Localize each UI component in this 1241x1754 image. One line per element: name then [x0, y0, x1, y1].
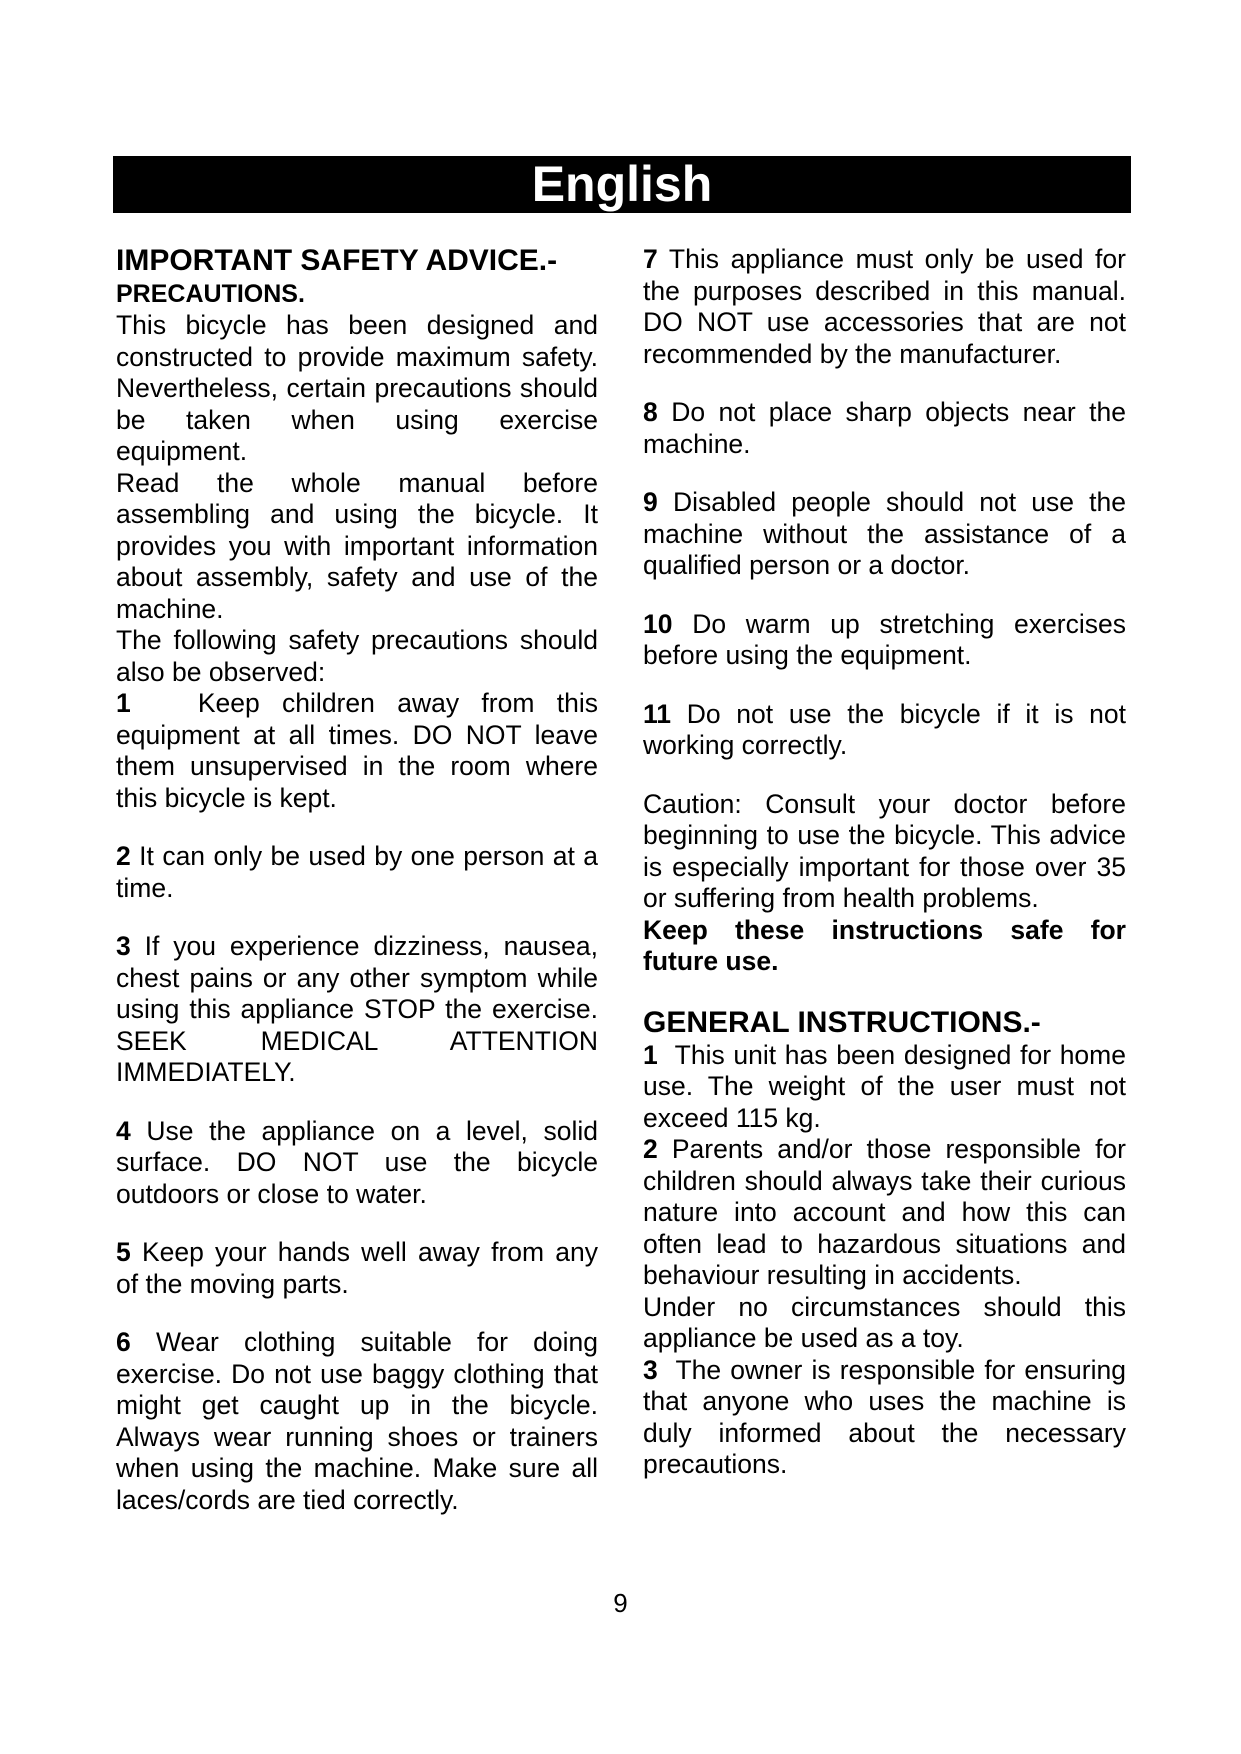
left-column — [116, 244, 598, 1516]
safety-heading: IMPORTANT SAFETY ADVICE.- — [116, 244, 558, 277]
list-item — [116, 841, 598, 904]
right-column — [643, 244, 1126, 1481]
item-number: 6 — [116, 1327, 131, 1357]
item-number: 11 — [643, 698, 672, 729]
language-banner: English — [113, 156, 1131, 213]
item-text: Do warm up stretching exercises before using the equipment. — [643, 608, 1126, 670]
item-number: 3 — [116, 931, 131, 961]
item-number: 9 — [643, 487, 658, 517]
list-item — [116, 1327, 598, 1516]
page-number: 9 — [613, 1588, 628, 1618]
toy-note: Under no circumstances should this appliance be used as a toy. — [643, 1291, 1126, 1353]
item-text: Do not use the bicycle if it is not working correctly. — [643, 698, 1126, 760]
list-item — [643, 699, 1126, 762]
item-number: 5 — [116, 1237, 131, 1267]
item-number: 2 — [116, 841, 131, 871]
intro-paragraph: Read the whole manual before assembling and using the bicycle. It provides you with important information about assembly, safety and use of the machine. — [116, 467, 598, 624]
list-item — [116, 1116, 598, 1211]
intro-paragraph: This bicycle has been designed and constructed to provide maximum safety. Nevertheless, certain precautions should be taken when using exercise equipment. — [116, 310, 598, 466]
item-text: If you experience dizziness, nausea, chest pains or any other symptom while using this appliance STOP the exercise. SEEK MEDICAL ATTENTION IMMEDIATELY. — [116, 931, 598, 1087]
list-item — [643, 609, 1126, 672]
item-text: The owner is responsible for ensuring that anyone who uses the machine is duly informed about the necessary precautions. — [643, 1354, 1126, 1479]
item-number: 10 — [643, 608, 673, 639]
item-text: Do not place sharp objects near the machine. — [643, 397, 1126, 459]
item-number: 4 — [116, 1115, 131, 1146]
list-item — [643, 244, 1126, 370]
caution-paragraph: Caution: Consult your doctor before beginning to use the bicycle. This advice is especially important for those over 35 or suffering from health problems. — [643, 788, 1126, 913]
intro-paragraph: The following safety precautions should also be observed: — [116, 625, 598, 687]
precautions-subheading: PRECAUTIONS. — [116, 280, 305, 308]
item-number: 8 — [643, 397, 658, 427]
item-text: It can only be used by one person at a time. — [116, 841, 598, 903]
item-number: 3 — [643, 1354, 658, 1385]
item-text: Wear clothing suitable for doing exercise. Do not use baggy clothing that might get caught up in the bicycle. Always wear running shoes or trainers when using the machine. Make sure all laces/cords are tied correctly. — [116, 1327, 598, 1515]
item-text: Use the appliance on a level, solid surface. DO NOT use the bicycle outdoors or close to water. — [116, 1115, 598, 1209]
list-item — [643, 397, 1126, 460]
list-item — [116, 1237, 598, 1300]
general-instructions-heading: GENERAL INSTRUCTIONS.- — [643, 1005, 1041, 1039]
item-number: 1 — [643, 1039, 658, 1070]
item-text: Parents and/or those responsible for children should always take their curious nature into account and how this can often lead to hazardous situations and behaviour resulting in accidents. — [643, 1134, 1126, 1290]
item-text: This appliance must only be used for the purposes described in this manual. DO NOT use accessories that are not recommended by the manufacturer. — [643, 244, 1126, 369]
item-number: 7 — [643, 244, 658, 274]
list-item — [643, 1040, 1126, 1135]
item-text: This unit has been designed for home use. The weight of the user must not exceed 115 kg. — [643, 1039, 1126, 1133]
list-item — [116, 931, 598, 1089]
list-item — [116, 688, 598, 814]
list-item — [643, 1134, 1126, 1292]
item-text: Keep children away from this equipment at all times. DO NOT leave them unsupervised in the room where this bicycle is kept. — [116, 688, 599, 813]
list-item — [643, 1355, 1126, 1481]
item-number: 2 — [643, 1134, 658, 1164]
keep-instructions-note: Keep these instructions safe for future use. — [643, 914, 1126, 976]
item-text: Keep your hands well away from any of the moving parts. — [116, 1237, 598, 1299]
item-text: Disabled people should not use the machine without the assistance of a qualified person or a doctor. — [643, 487, 1126, 580]
list-item — [643, 487, 1126, 582]
item-number: 1 — [116, 688, 131, 718]
